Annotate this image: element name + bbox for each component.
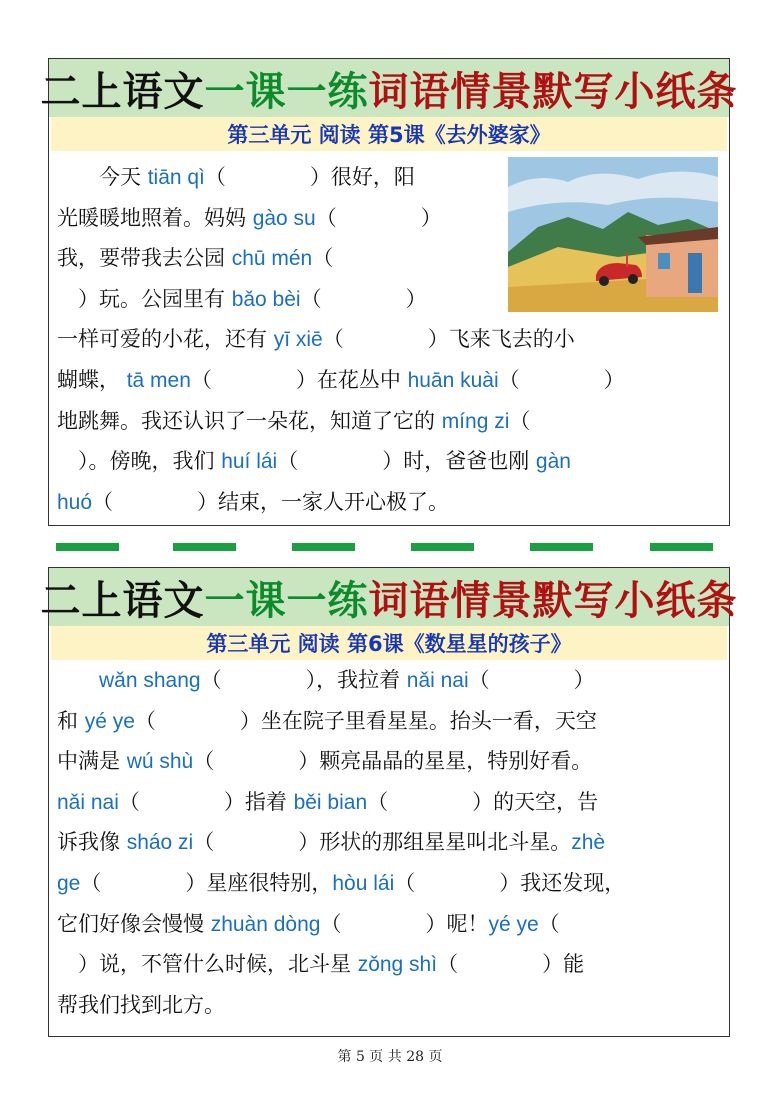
pinyin-prompt: nǎi nai bbox=[406, 669, 469, 692]
pinyin-prompt: gàn bbox=[535, 450, 571, 474]
pinyin-prompt: yé ye bbox=[488, 912, 539, 936]
passage-line bbox=[57, 238, 333, 278]
passage-line bbox=[57, 279, 427, 319]
title-series: 一课一练 bbox=[204, 68, 369, 115]
passage-text: （ ）呢！ bbox=[320, 911, 489, 936]
passage-text bbox=[57, 668, 99, 692]
passage-text: （ ）指着 bbox=[118, 789, 294, 814]
separator-dash bbox=[56, 543, 119, 551]
landscape-illustration bbox=[508, 157, 718, 312]
passage-line bbox=[57, 985, 225, 1025]
pinyin-prompt: wú shù bbox=[126, 750, 194, 774]
pinyin-prompt: ge bbox=[57, 872, 81, 895]
lesson-heading: 第三单元 阅读 第6课《数星星的孩子》 bbox=[51, 626, 727, 660]
passage-text: （ ）很好，阳 bbox=[204, 165, 415, 189]
passage-text: （ ）在花丛中 bbox=[190, 368, 408, 392]
passage-text: （ ）时，爸爸也刚 bbox=[277, 449, 536, 474]
passage-text: （ ）星座很特别， bbox=[80, 871, 333, 895]
separator-dash bbox=[292, 543, 355, 551]
pinyin-prompt: yé ye bbox=[84, 709, 135, 733]
title-subject: 二上语文 bbox=[40, 68, 205, 115]
pinyin-prompt: zǒng shì bbox=[357, 953, 438, 977]
passage-line bbox=[57, 782, 598, 822]
passage-line bbox=[57, 360, 625, 400]
pinyin-prompt: gào su bbox=[252, 206, 316, 230]
lesson-heading: 第三单元 阅读 第5课《去外婆家》 bbox=[51, 117, 727, 151]
passage-line bbox=[57, 741, 592, 781]
passage-text: 地跳舞。我还认识了一朵花，知道了它的 bbox=[57, 408, 442, 433]
passage-text: 帮我们找到北方。 bbox=[57, 992, 225, 1017]
pinyin-prompt: zhè bbox=[571, 831, 606, 855]
passage-text: （ ）能 bbox=[437, 952, 585, 977]
pinyin-prompt: hòu lái bbox=[332, 872, 395, 895]
passage-text: （ ） bbox=[315, 205, 442, 230]
title-series: 一课一练 bbox=[204, 577, 369, 624]
passage-text: ）说，不管什么时候，北斗星 bbox=[57, 952, 358, 977]
card-title bbox=[40, 568, 738, 626]
passage-line bbox=[57, 822, 605, 862]
passage-line bbox=[57, 904, 560, 944]
passage-text: 我，要带我去公园 bbox=[57, 246, 232, 271]
separator-dash bbox=[173, 543, 236, 551]
passage-text: （ bbox=[509, 408, 531, 433]
passage-line bbox=[57, 482, 449, 522]
title-topic: 词语情景默写小纸条 bbox=[368, 68, 738, 115]
page-number: 第 5 页 共 28 页 bbox=[337, 1049, 443, 1065]
passage-text: （ ） bbox=[300, 286, 427, 311]
passage-text: （ ）颗亮晶晶的星星，特别好看。 bbox=[193, 749, 593, 774]
title-subject: 二上语文 bbox=[40, 577, 205, 624]
passage-text: 蝴蝶， bbox=[57, 368, 127, 392]
pinyin-prompt: tā men bbox=[126, 369, 191, 392]
passage-line bbox=[57, 660, 595, 700]
pinyin-prompt: bǎo bèi bbox=[231, 287, 301, 311]
passage-line bbox=[57, 863, 625, 903]
pinyin-prompt: běi bian bbox=[293, 790, 368, 814]
separator-dash bbox=[411, 543, 474, 551]
pinyin-prompt: huān kuài bbox=[407, 369, 499, 392]
passage-line bbox=[57, 701, 597, 741]
passage-line bbox=[57, 157, 415, 197]
pinyin-prompt: chū mén bbox=[231, 247, 313, 271]
passage-text: 中满是 bbox=[57, 749, 127, 774]
passage-text: ）玩。公园里有 bbox=[57, 286, 232, 311]
passage-line bbox=[57, 441, 571, 481]
passage-text: （ ）飞来飞去的小 bbox=[322, 327, 575, 352]
passage-text: （ ）坐在院子里看星星。抬头一看，天空 bbox=[134, 708, 597, 733]
title-topic: 词语情景默写小纸条 bbox=[368, 577, 738, 624]
passage-line bbox=[57, 944, 584, 984]
passage-text: （ ）结束，一家人开心极了。 bbox=[92, 489, 450, 514]
separator-dash bbox=[650, 543, 713, 551]
pinyin-prompt: nǎi nai bbox=[57, 790, 119, 814]
separator-dash bbox=[530, 543, 593, 551]
passage-text: （ ） bbox=[498, 368, 625, 392]
passage-line bbox=[57, 198, 442, 238]
passage-text: （ bbox=[538, 911, 560, 936]
passage-text: 今天 bbox=[57, 165, 148, 189]
passage-line bbox=[57, 319, 575, 359]
worksheet-card-lesson-6 bbox=[40, 567, 738, 1037]
pinyin-prompt: míng zi bbox=[441, 409, 510, 433]
pinyin-prompt: huó bbox=[57, 490, 93, 514]
passage-text: 一样可爱的小花，还有 bbox=[57, 327, 274, 352]
pinyin-prompt: wǎn shang bbox=[99, 669, 201, 692]
passage-text: （ bbox=[312, 246, 334, 271]
passage-text: （ ）我还发现， bbox=[394, 871, 626, 895]
passage-text: ）。傍晚，我们 bbox=[57, 449, 222, 474]
worksheet-card-lesson-5 bbox=[40, 58, 738, 526]
passage-text: （ ） bbox=[468, 668, 595, 692]
pinyin-prompt: yī xiē bbox=[273, 328, 323, 352]
passage-line bbox=[57, 401, 530, 441]
passage-text: 它们好像会慢慢 bbox=[57, 911, 211, 936]
card-title bbox=[40, 59, 738, 117]
passage-text: （ ）的天空，告 bbox=[367, 789, 599, 814]
pinyin-prompt: zhuàn dòng bbox=[210, 912, 321, 936]
passage-text: 和 bbox=[57, 708, 85, 733]
passage-text: 诉我像 bbox=[57, 830, 127, 855]
passage-text: 光暖暖地照着。妈妈 bbox=[57, 205, 253, 230]
pinyin-prompt: sháo zi bbox=[126, 831, 194, 855]
passage-text: （ ）形状的那组星星叫北斗星。 bbox=[193, 830, 572, 855]
pinyin-prompt: huí lái bbox=[221, 450, 278, 474]
passage-text: （ ），我拉着 bbox=[200, 668, 407, 692]
pinyin-prompt: tiān qì bbox=[147, 166, 205, 189]
